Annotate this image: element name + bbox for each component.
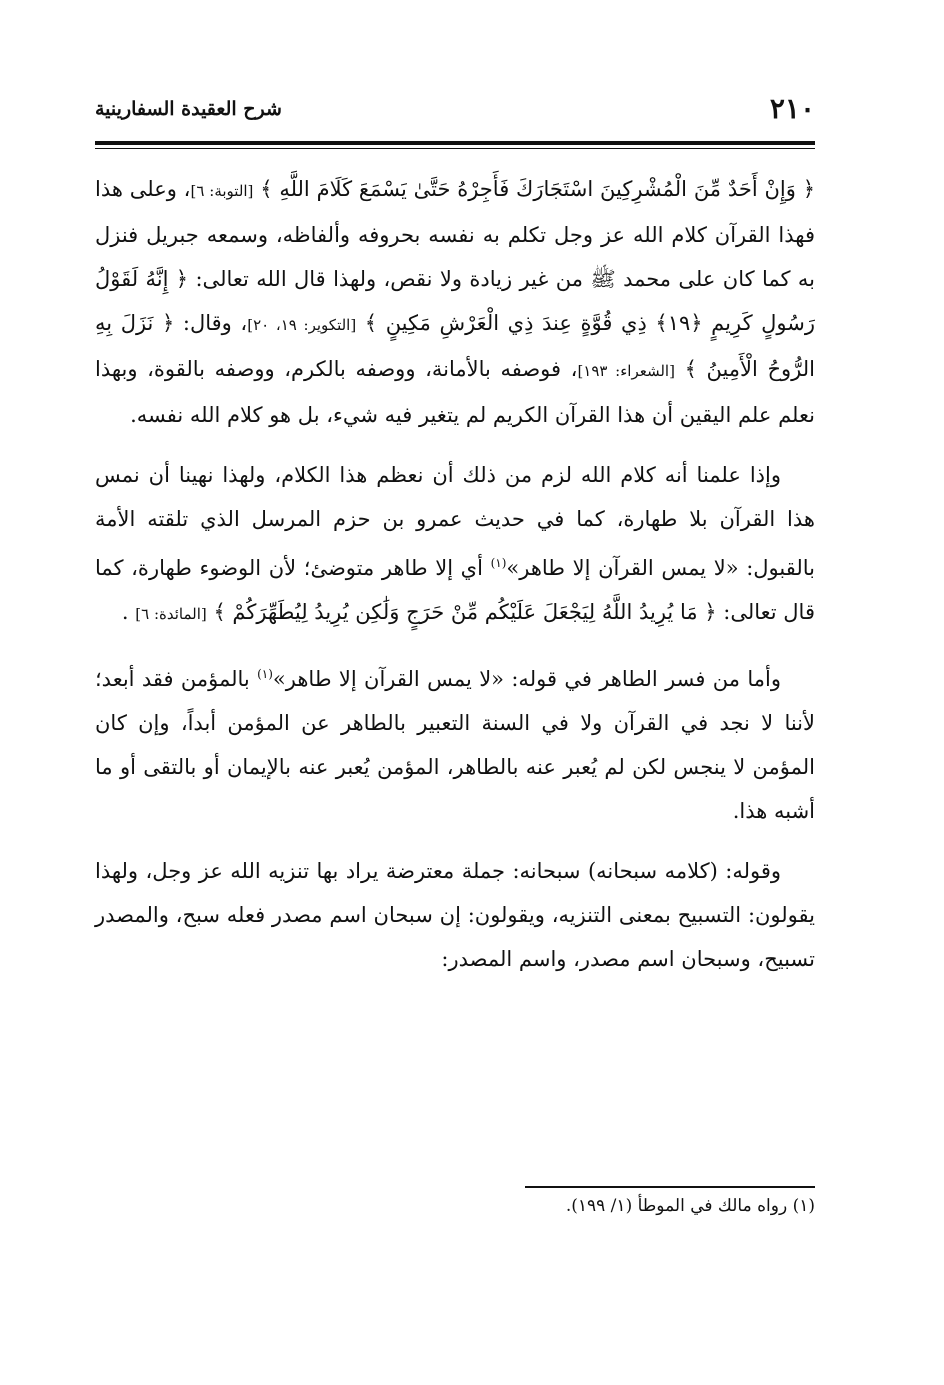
paragraph-text: وإذا علمنا أنه كلام الله لزم من ذلك أن نعظم هذا الكلام، ولهذا نهينا أن نمس هذا القرآن بلا طهارة، كما في حديث عمرو بن حزم المرسل الذي تلقته الأمة بالقبول: «لا يمس القرآن إلا طاهر» bbox=[95, 463, 815, 580]
paragraph-4 bbox=[95, 849, 815, 981]
footnote-marker: (١) bbox=[490, 556, 507, 570]
paragraph-text: أي إلا طاهر متوضئ؛ لأن الوضوء طهارة، كما قال تعالى: bbox=[95, 556, 815, 624]
footnote-divider bbox=[525, 1186, 815, 1188]
quran-verse: ﴿ وَإِنْ أَحَدٌ مِّنَ الْمُشْرِكِينَ اسْتَجَارَكَ فَأَجِرْهُ حَتَّىٰ يَسْمَعَ كَلَامَ اللَّهِ ﴾ bbox=[260, 177, 815, 201]
paragraph-text: ، وعلى هذا فهذا القرآن كلام الله عز وجل تكلم به نفسه بحروفه وألفاظه، وسمعه جبريل فنزل به كما كان على محمد ﷺ من غير زيادة ولا نقص، ولهذا قال الله تعالى: bbox=[95, 177, 815, 291]
paragraph-text: ، فوصفه بالأمانة، ووصفه بالكرم، ووصفه بالقوة، وبهذا نعلم علم اليقين أن هذا القرآن الكريم لم يتغير فيه شيء، بل هو كلام الله نفسه. bbox=[95, 357, 815, 427]
page-number: ٢١٠ bbox=[769, 92, 815, 125]
paragraph-text: وقوله: (كلامه سبحانه) سبحانه: جملة معترضة يراد بها تنزيه الله عز وجل، ولهذا يقولون: التسبيح بمعنى التنزيه، ويقولون: إن سبحان اسم مصدر فعله سبح، والمصدر تسبيح، وسبحان اسم مصدر، واسم المصدر: bbox=[95, 859, 815, 971]
quran-verse: ﴿ إِنَّهُ لَقَوْلُ رَسُولٍ كَرِيمٍ ﴿١٩﴾ ذِي قُوَّةٍ عِندَ ذِي الْعَرْشِ مَكِينٍ ﴾ bbox=[95, 267, 816, 335]
quran-verse: ﴿ مَا يُرِيدُ اللَّهُ لِيَجْعَلَ عَلَيْكُم مِّنْ حَرَجٍ وَلَٰكِن يُرِيدُ لِيُطَهِّرَكُمْ ﴾ bbox=[213, 600, 717, 624]
page bbox=[95, 80, 816, 1216]
paragraph-text: ، وقال: bbox=[182, 311, 248, 335]
footnote-marker: (١) bbox=[257, 667, 273, 681]
paragraph-3 bbox=[95, 652, 815, 833]
verse-reference: [المائدة: ٦] bbox=[135, 605, 207, 623]
verse-reference: [التوبة: ٦] bbox=[190, 182, 254, 200]
footnote: (١) رواه مالك في الموطأ (١/ ١٩٩). bbox=[565, 1196, 815, 1216]
page-header bbox=[95, 80, 815, 135]
paragraph-text: وأما من فسر الطاهر في قوله: «لا يمس القرآن إلا طاهر» bbox=[272, 667, 781, 691]
header-rule-thick bbox=[95, 141, 815, 145]
body-text bbox=[95, 167, 815, 981]
paragraph-text: بالمؤمن فقد أبعد؛ لأننا لا نجد في القرآن ولا في السنة التعبير بالطاهر عن المؤمن أبداً، وإن كان المؤمن لا ينجس لكن لم يُعبر عنه بالطاهر، المؤمن يُعبر عنه بالإيمان أو بالتقى أو ما أشبه هذا. bbox=[95, 667, 815, 823]
paragraph-1 bbox=[95, 167, 815, 437]
verse-reference: [التكوير: ١٩، ٢٠] bbox=[247, 316, 357, 334]
header-rule-thin bbox=[95, 148, 815, 149]
quran-verse: ﴿ نَزَلَ بِهِ الرُّوحُ الْأَمِينُ ﴾ bbox=[95, 311, 815, 381]
running-title: شرح العقيدة السفارينية bbox=[95, 98, 282, 120]
paragraph-text: . bbox=[121, 600, 136, 624]
paragraph-2 bbox=[95, 453, 815, 636]
verse-reference: [الشعراء: ١٩٣] bbox=[577, 362, 675, 380]
